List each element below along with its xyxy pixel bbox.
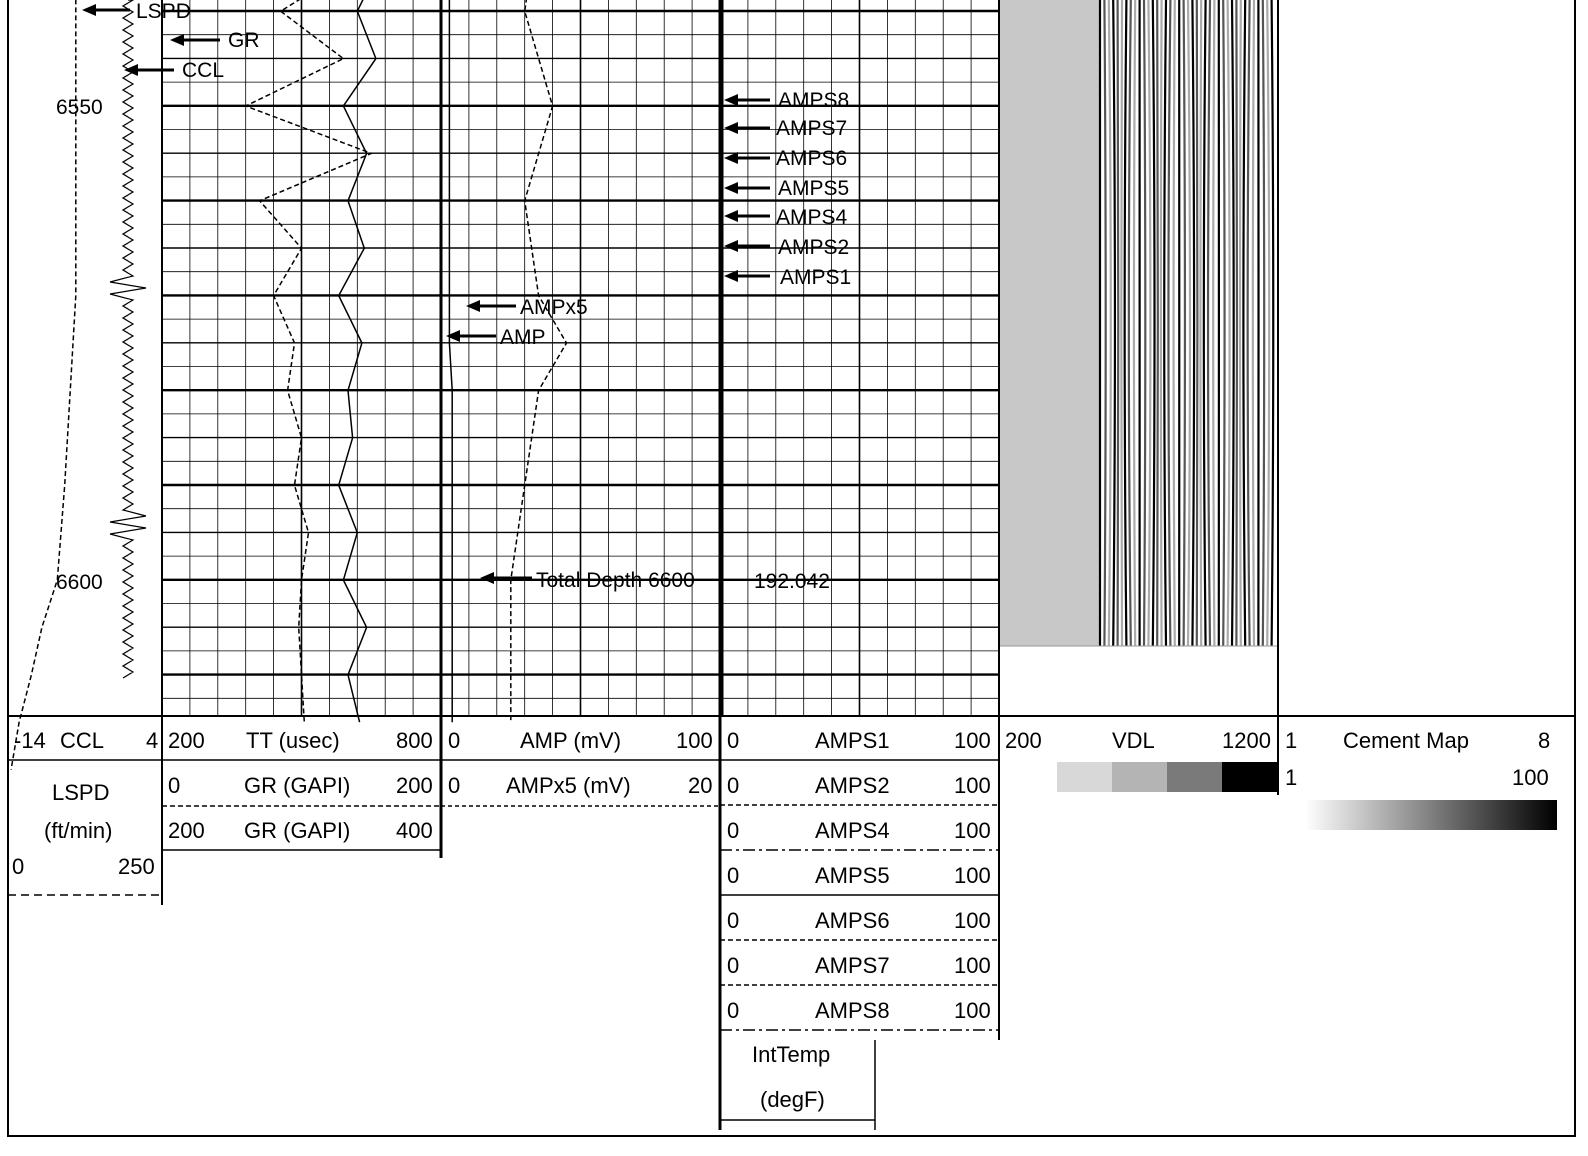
arrow-gr-head — [170, 34, 184, 46]
curve-label-lspd: LSPD — [136, 0, 191, 23]
vdl-flat-band — [1000, 0, 1100, 646]
hdr-amps-min-0: 0 — [727, 728, 739, 753]
hdr-amps-min-5: 0 — [727, 953, 739, 978]
arrow-ampx5-head — [466, 300, 480, 312]
hdr-amps-max-4: 100 — [954, 908, 991, 933]
total-depth-label: Total Depth 6600 — [536, 569, 695, 592]
vdl-wave-stripe — [1192, 0, 1194, 646]
vdl-scale-cell — [1167, 762, 1222, 792]
vdl-wave-stripe — [1168, 0, 1170, 646]
outer-frame — [8, 0, 1575, 1136]
hdr-lspd-name: LSPD — [52, 780, 109, 805]
vdl-wave-stripe — [1125, 0, 1127, 646]
hdr-amps-max-0: 100 — [954, 728, 991, 753]
vdl-wave-stripe — [1113, 0, 1115, 646]
arrow-amps-5-head — [724, 240, 738, 252]
hdr-amps-min-3: 0 — [727, 863, 739, 888]
readout-value: 192.042 — [754, 570, 830, 593]
curve-label-amps6: AMPS6 — [776, 147, 847, 170]
cement-map-scale-bar — [1305, 800, 1557, 830]
hdr-cmap-min: 1 — [1285, 728, 1297, 753]
hdr-cmap-scale-min: 1 — [1285, 765, 1297, 790]
hdr-amp-min: 0 — [448, 728, 460, 753]
hdr-amps-name-0: AMPS1 — [815, 728, 890, 753]
hdr-amps-min-1: 0 — [727, 773, 739, 798]
depth-label-6550: 6550 — [56, 96, 103, 119]
curve-label-amps1: AMPS1 — [780, 266, 851, 289]
vdl-wave-stripe — [1121, 0, 1122, 646]
hdr-vdl-min: 200 — [1005, 728, 1042, 753]
hdr-amp-max: 100 — [676, 728, 713, 753]
vdl-wave-stripe — [1104, 0, 1105, 646]
vdl-wave-stripe — [1213, 0, 1214, 646]
hdr-ampx5-max: 20 — [688, 773, 712, 798]
vdl-wave-stripe — [1144, 0, 1145, 646]
amps-header — [720, 728, 999, 1030]
vdl-wave-stripe — [1153, 0, 1155, 646]
hdr-gr1-min: 0 — [168, 773, 180, 798]
vdl-wave-stripe — [1174, 0, 1175, 646]
hdr-gr2-name: GR (GAPI) — [244, 818, 350, 843]
hdr-tt-max: 800 — [396, 728, 433, 753]
vdl-wave-stripe — [1267, 0, 1269, 646]
arrow-total-depth-head — [480, 572, 494, 584]
curve-label-ccl: CCL — [182, 59, 224, 82]
hdr-lspd-min: 0 — [12, 854, 24, 879]
depth-track-curves — [110, 0, 146, 678]
curve-label-gr: GR — [228, 29, 260, 52]
hdr-ccl-max: 4 — [146, 728, 158, 753]
gr-curve — [246, 0, 372, 722]
vdl-wave-stripe — [1208, 0, 1210, 646]
hdr-inttemp-unit: (degF) — [760, 1087, 825, 1112]
vdl-wave-stripe — [1248, 0, 1250, 646]
vdl-wave-stripe — [1240, 0, 1241, 646]
hdr-inttemp-name: IntTemp — [752, 1042, 830, 1067]
curve-label-amps5: AMPS5 — [778, 177, 849, 200]
ccl-curve — [110, 0, 146, 678]
data-curves — [11, 0, 722, 770]
vdl-wave-stripe — [1228, 0, 1230, 646]
hdr-amps-max-3: 100 — [954, 863, 991, 888]
hdr-tt-min: 200 — [168, 728, 205, 753]
arrow-amps-0-head — [724, 94, 738, 106]
hdr-amps-min-2: 0 — [727, 818, 739, 843]
vdl-wave-stripe — [1148, 0, 1150, 646]
hdr-vdl-name: VDL — [1112, 728, 1155, 753]
hdr-gr1-max: 200 — [396, 773, 433, 798]
vdl-wave-stripe — [1272, 0, 1274, 646]
hdr-amps-name-6: AMPS8 — [815, 998, 890, 1023]
hdr-amps-name-2: AMPS4 — [815, 818, 890, 843]
vdl-wave-stripe — [1223, 0, 1224, 646]
cmap-scale-rect — [1305, 800, 1557, 830]
arrow-amps-3-head — [724, 182, 738, 194]
vdl-image — [1000, 0, 1278, 646]
curve-label-amps7: AMPS7 — [776, 117, 847, 140]
hdr-amps-name-1: AMPS2 — [815, 773, 890, 798]
vdl-wave-stripe — [1157, 0, 1158, 646]
hdr-tt-name: TT (usec) — [246, 728, 340, 753]
vdl-wave-stripe — [1232, 0, 1234, 646]
vdl-wave-stripe — [1243, 0, 1245, 646]
hdr-amps-min-4: 0 — [727, 908, 739, 933]
hdr-gr2-max: 400 — [396, 818, 433, 843]
tt-curve — [339, 0, 381, 722]
vdl-scale-bar — [1057, 762, 1277, 792]
arrow-amps-1-head — [724, 122, 738, 134]
hdr-cmap-max: 8 — [1538, 728, 1550, 753]
hdr-ampx5-name: AMPx5 (mV) — [506, 773, 631, 798]
amps-track-grid — [720, 0, 999, 716]
vdl-wave-stripe — [1197, 0, 1198, 646]
hdr-amps-name-3: AMPS5 — [815, 863, 890, 888]
arrow-amp-head — [446, 330, 460, 342]
vdl-wave-stripe — [1161, 0, 1162, 646]
vdl-scale-cell — [1057, 762, 1112, 792]
hdr-amps-max-1: 100 — [954, 773, 991, 798]
hdr-vdl-max: 1200 — [1222, 728, 1271, 753]
hdr-ccl-min: -14 — [14, 728, 46, 753]
vdl-wave-stripe — [1263, 0, 1264, 646]
curve-label-amps4: AMPS4 — [776, 206, 848, 229]
curve-label-ampx5: AMPx5 — [520, 296, 588, 319]
vdl-wave-stripe — [1184, 0, 1185, 646]
amp-curve — [449, 0, 452, 722]
hdr-cmap-scale-max: 100 — [1512, 765, 1549, 790]
vdl-wave-stripe — [1200, 0, 1201, 646]
vdl-wave-stripe — [1236, 0, 1237, 646]
hdr-amps-min-6: 0 — [727, 998, 739, 1023]
vdl-wave-stripe — [1129, 0, 1131, 646]
vdl-wave-stripe — [1253, 0, 1254, 646]
depth-label-6600: 6600 — [56, 571, 103, 594]
tt-gr-track-grid — [162, 0, 441, 716]
vdl-wave-stripe — [1204, 0, 1206, 646]
curve-label-amp: AMP — [500, 326, 546, 349]
hdr-amps-max-5: 100 — [954, 953, 991, 978]
curve-arrows — [82, 4, 770, 584]
hdr-cmap-name: Cement Map — [1343, 728, 1469, 753]
hdr-ampx5-min: 0 — [448, 773, 460, 798]
arrow-lspd-head — [82, 4, 96, 16]
vdl-scale-cell — [1222, 762, 1277, 792]
amp-track-grid — [441, 0, 720, 716]
hdr-amps-max-6: 100 — [954, 998, 991, 1023]
hdr-amps-name-4: AMPS6 — [815, 908, 890, 933]
hdr-lspd-unit: (ft/min) — [44, 818, 112, 843]
hdr-lspd-max: 250 — [118, 854, 155, 879]
hdr-amps-name-5: AMPS7 — [815, 953, 890, 978]
ampx5-curve — [511, 0, 567, 722]
hdr-amps-max-2: 100 — [954, 818, 991, 843]
arrow-ccl-head — [124, 64, 138, 76]
vdl-wave-stripe — [1188, 0, 1190, 646]
vdl-wave-stripe — [1164, 0, 1166, 646]
vdl-wave-stripe — [1134, 0, 1135, 646]
vdl-scale-cell — [1112, 762, 1167, 792]
hdr-gr1-name: GR (GAPI) — [244, 773, 350, 798]
vdl-wave-stripe — [1109, 0, 1111, 646]
curve-label-amps8: AMPS8 — [778, 89, 849, 112]
arrow-amps-4-head — [724, 210, 738, 222]
hdr-amp-name: AMP (mV) — [520, 728, 621, 753]
curve-label-amps2: AMPS2 — [778, 236, 849, 259]
vdl-wave-stripe — [1118, 0, 1119, 646]
hdr-ccl-name: CCL — [60, 728, 104, 753]
hdr-gr2-min: 200 — [168, 818, 205, 843]
